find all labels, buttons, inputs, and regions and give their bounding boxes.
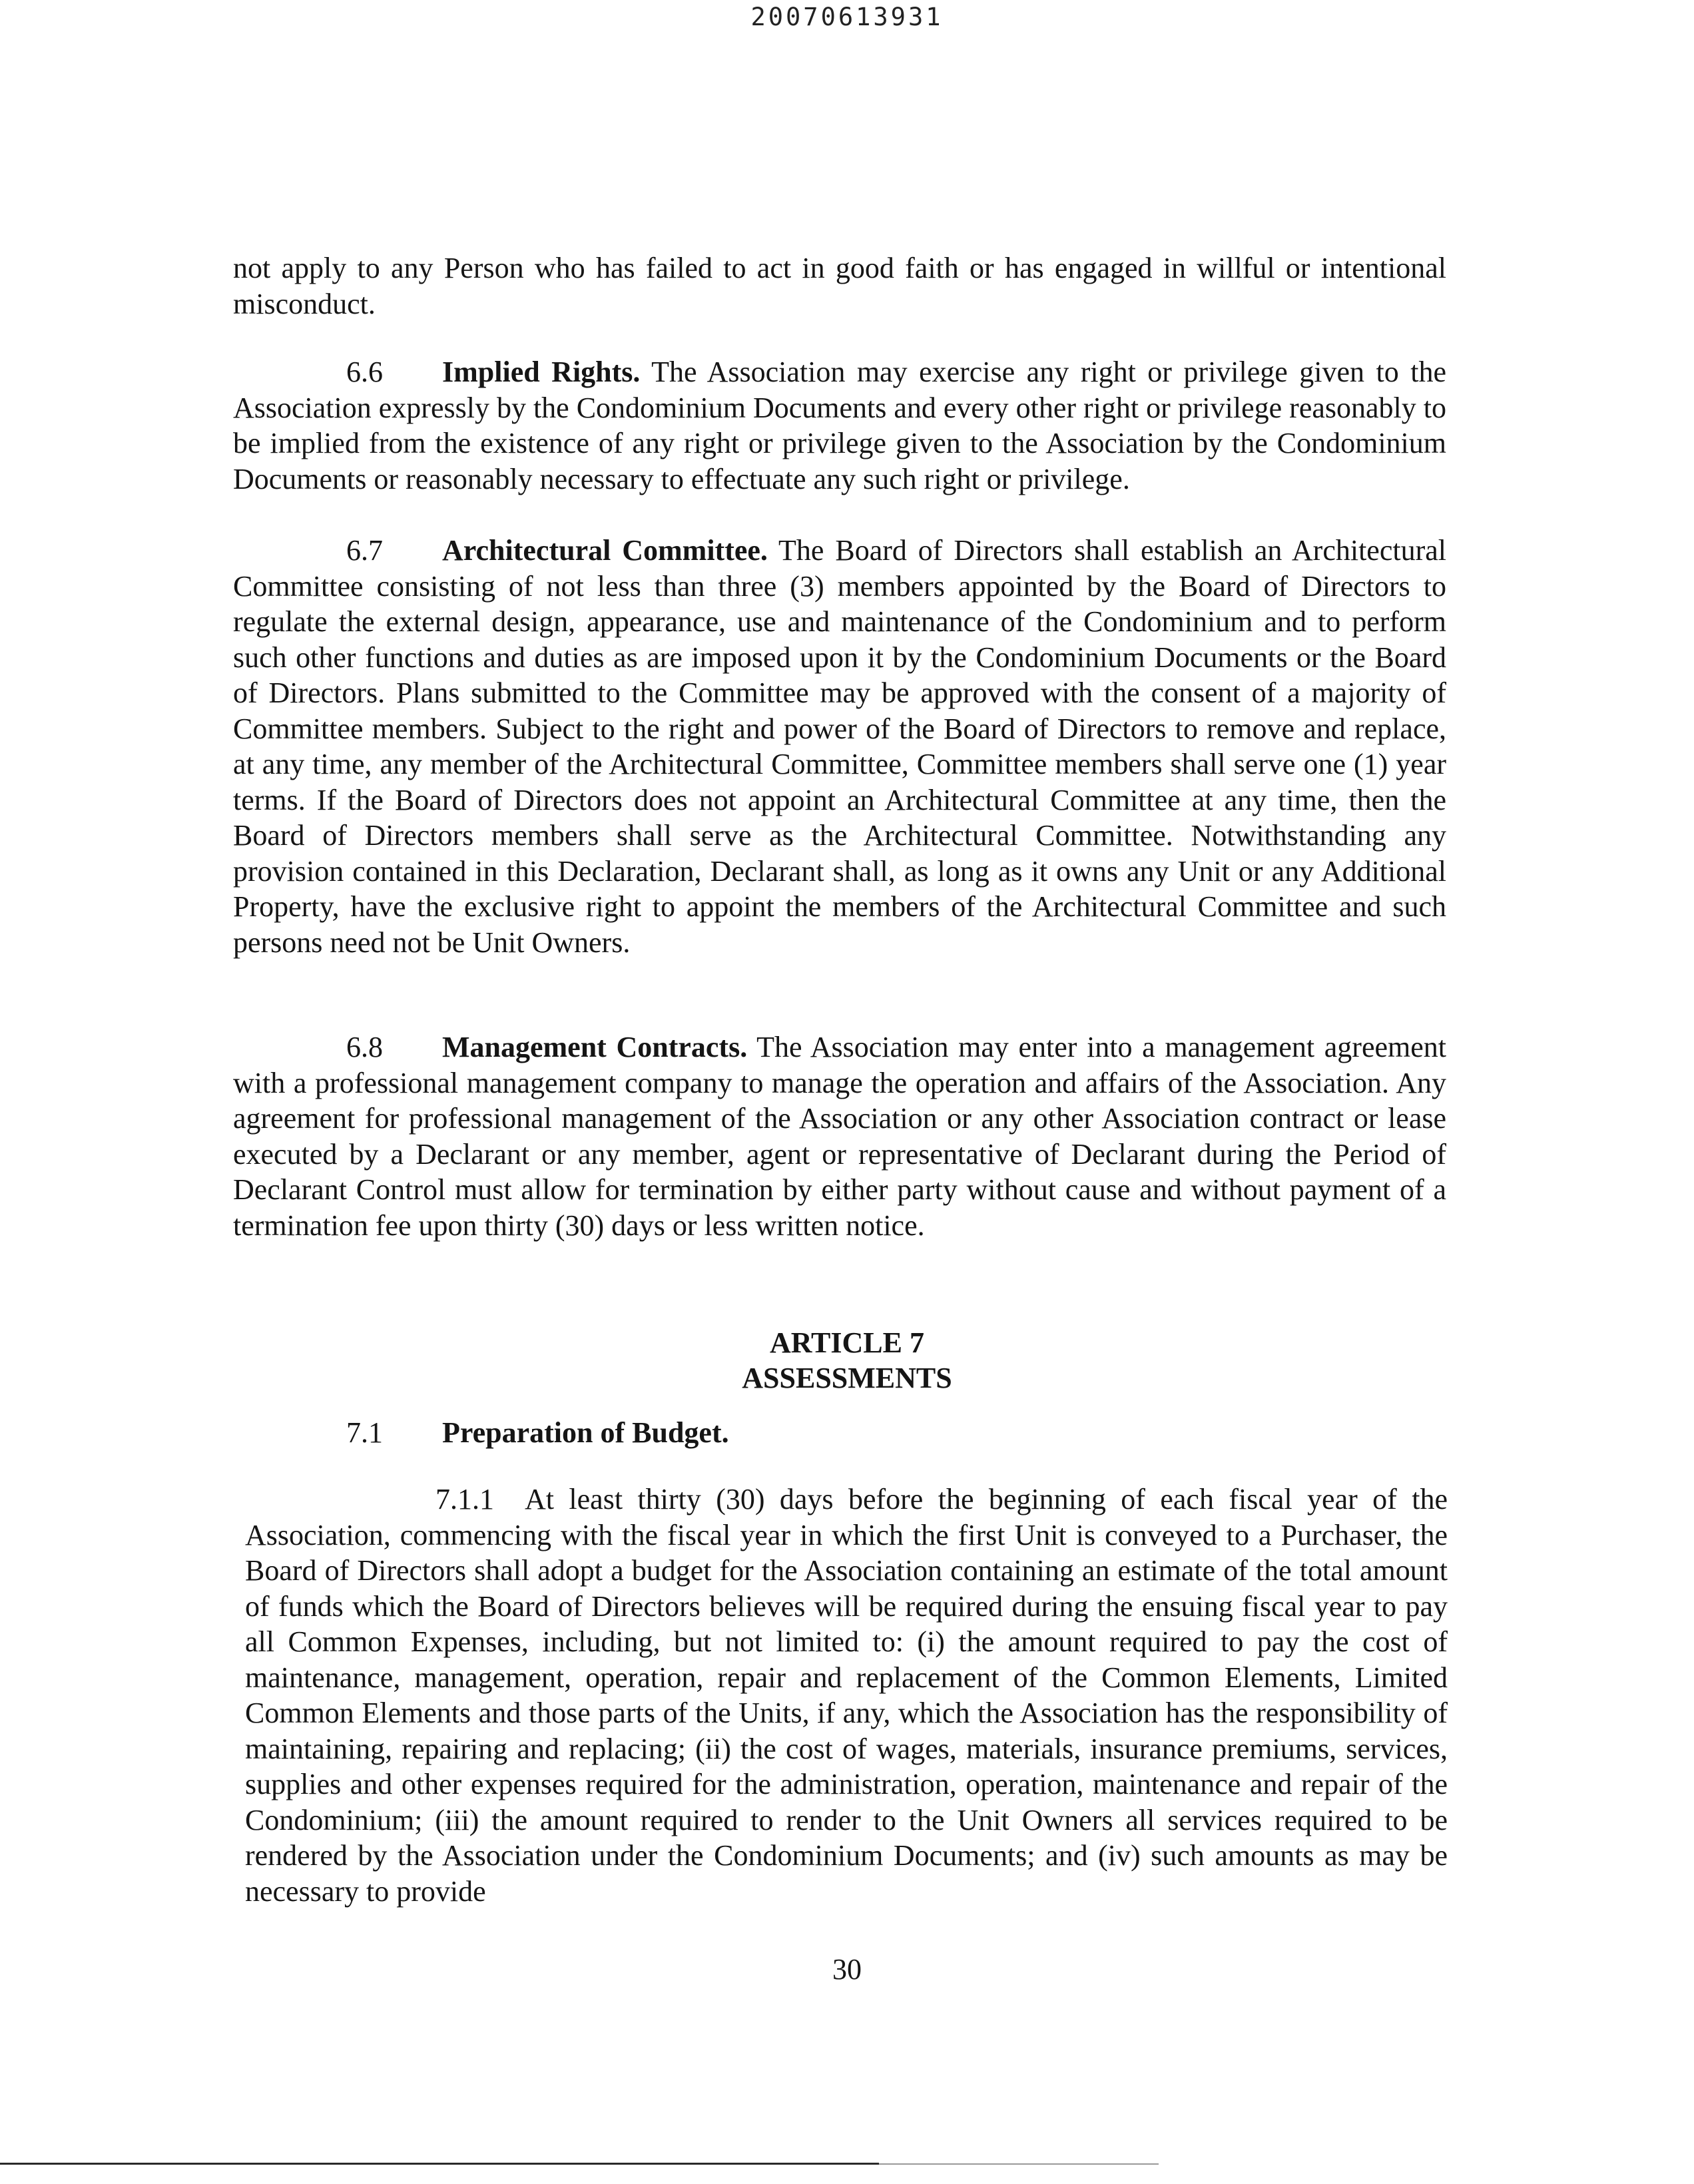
section-number: 6.8 [346,1031,383,1063]
section-number: 6.7 [346,534,383,567]
article-number: ARTICLE 7 [770,1326,924,1359]
paragraph-continuation [233,250,1446,322]
section-7-1-1 [245,1482,1448,1909]
section-body: The Board of Directors shall establish an Architectural Committee consisting of not less than three (3) members appointed by the Board of Directors to regulate the external design, appearance, use and maintenance of the Condominium and to perform such other functions and duties as are imposed upon it by the Condominium Documents or the Board of Directors. Plans submitted to the Committee may be approved with the consent of a majority of Committee members. Subject to the right and power of the Board of Directors to remove and replace, at any time, any member of the Architectural Committee, Committee members shall serve one (1) year terms. If the Board of Directors does not appoint an Architectural Committee at any time, then the Board of Directors members shall serve as the Architectural Committee. Notwithstanding any provision contained in this Declaration, Declarant shall, as long as it owns any Unit or any Additional Property, have the exclusive right to appoint the members of the Architectural Committee and such persons need not be Unit Owners. [233,534,1446,959]
section-heading: Preparation of Budget. [442,1416,729,1449]
scan-edge-line [0,2163,879,2165]
page-number: 30 [832,1953,862,1986]
section-number: 6.6 [346,356,383,388]
section-6-6 [233,354,1446,497]
section-heading: Architectural Committee. [442,534,768,567]
subsection-body: At least thirty (30) days before the beginning of each fiscal year of the Association, commencing with the fiscal year in which the first Unit is conveyed to a Purchaser, the Board of Directors shall adopt a budget for the Association containing an estimate of the total amount of funds which the Board of Directors believes will be required during the ensuing fiscal year to pay all Common Expenses, including, but not limited to: (i) the amount required to pay the cost of maintenance, management, operation, repair and replacement of the Common Elements, Limited Common Elements and those parts of the Units, if any, which the Association has the responsibility of maintaining, repairing and replacing; (ii) the cost of wages, materials, insurance premiums, services, supplies and other expenses required for the administration, operation, maintenance and repair of the Condominium; (iii) the amount required to render to the Unit Owners all services required to be rendered by the Association under the Condominium Documents; and (iv) such amounts as may be necessary to provide [245,1483,1448,1908]
section-body: The Association may exercise any right or privilege given to the Association expressly by the Condominium Documents and every other right or privilege reasonably to be implied from the existence of any right or privilege given to the Association by the Condominium Documents or reasonably necessary to effectuate any such right or privilege. [233,356,1446,495]
document-number: 20070613931 [750,3,944,31]
section-heading: Implied Rights. [442,356,641,388]
section-body: The Association may enter into a management agreement with a professional management company to manage the operation and affairs of the Association. Any agreement for professional management of the Association or any other Association contract or lease executed by a Declarant or any member, agent or representative of Declarant during the Period of Declarant Control must allow for termination by either party without cause and without payment of a termination fee upon thirty (30) days or less written notice. [233,1031,1446,1242]
paragraph-text: not apply to any Person who has failed to act in good faith or has engaged in willful or intentional misconduct. [233,252,1446,320]
article-heading [0,1325,1694,1396]
section-6-7 [233,533,1446,960]
subsection-number: 7.1.1 [435,1483,494,1515]
article-title: ASSESSMENTS [742,1362,952,1394]
section-6-8 [233,1029,1446,1243]
section-heading: Management Contracts. [442,1031,748,1063]
scan-edge-line-faint [879,2163,1159,2165]
section-7-1 [346,1415,729,1450]
section-number: 7.1 [346,1416,383,1449]
